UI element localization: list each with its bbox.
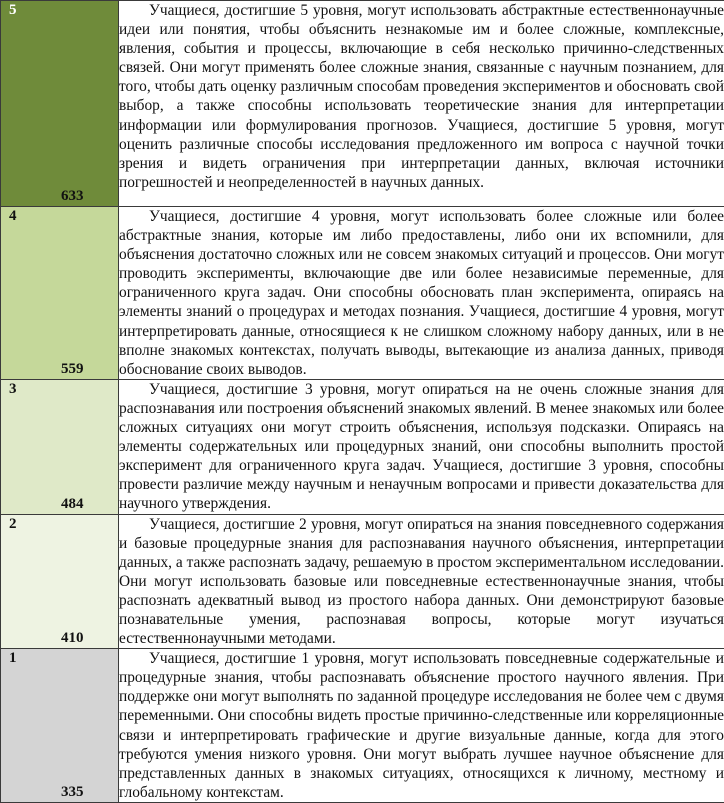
level-description: Учащиеся, достигшие 4 уровня, могут использовать более сложные или более абстрактные знания, которые им либо предоставлены, либо они их вспомнили, для объяснения достаточно сложных или не совсем знакомых ситуаций и процессов. Они могут проводить эксперименты, включающие две или более независимые переменные, для ограниченного круга задач. Они способны обосновать план эксперимента, опираясь на элементы знаний о процедурах и методах познания. Учащиеся, достигшие 4 уровня, могут интерпретировать данные, относящиеся к не слишком сложному набору данных, или в не вполне знакомых контекстах, получать выводы, вытекающие из анализа данных, приводя обоснование своих выводов. (119, 207, 724, 379)
level-description-cell (119, 649, 724, 803)
level-cell (1, 379, 119, 514)
level-description: Учащиеся, достигшие 2 уровня, могут опираться на знания повседневного содержания и базовые процедурные знания для распознавания научного объяснения, интерпретации данных, а также распознать задачу, решаемую в простом экспериментальном исследовании. Они могут использовать базовые или повседневные естественнонаучные знания, чтобы распознать адекватный вывод из простого набора данных. Они демонстрируют базовые познавательные умения, распознавая вопросы, которые могут изучаться естественнонаучными методами. (119, 515, 724, 649)
table-row (1, 514, 724, 649)
level-number: 5 (9, 2, 17, 19)
level-cell (1, 207, 119, 380)
level-description-cell (119, 514, 724, 649)
level-cell (1, 514, 119, 649)
level-description-cell (119, 379, 724, 514)
level-cell (1, 1, 119, 207)
level-description-cell (119, 1, 724, 207)
table-row (1, 207, 724, 380)
level-number: 4 (9, 208, 17, 225)
level-score: 484 (61, 496, 84, 513)
level-cell (1, 649, 119, 803)
table-row (1, 649, 724, 803)
level-description: Учащиеся, достигшие 3 уровня, могут опираться на не очень сложные знания для распознавания или построения объяснений знакомых явлений. В менее знакомых или более сложных ситуациях они могут строить объяснения, используя подсказки. Опираясь на элементы содержательных или процедурных знаний, они способны выполнить простой эксперимент для ограниченного круга задач. Учащиеся, достигшие 3 уровня, способны провести различие между научным и ненаучным вопросами и привести доказательства для научного утверждения. (119, 380, 724, 514)
level-number: 1 (9, 650, 17, 667)
level-score: 633 (61, 188, 84, 205)
level-number: 2 (9, 516, 17, 533)
level-score: 410 (61, 630, 84, 647)
table-row (1, 1, 724, 207)
level-score: 335 (61, 784, 84, 801)
table-row (1, 379, 724, 514)
level-description: Учащиеся, достигшие 1 уровня, могут использовать повседневные содержательные и процедурные знания, чтобы распознавать объяснение простого научного явления. При поддержке они могут выполнять по заданной процедуре исследования не более чем с двумя переменными. Они способны видеть простые причинно-следственные или корреляционные связи и интерпретировать графические и другие визуальные данные, когда для этого требуются умения низкого уровня. Они могут выбрать лучшее научное объяснение для представленных данных в знакомых ситуациях, относящихся к личному, местному и глобальному контекстам. (119, 649, 724, 802)
level-description: Учащиеся, достигшие 5 уровня, могут использовать абстрактные естественнонаучные идеи или понятия, чтобы объяснить незнакомые им и более сложные, комплексные, явления, события и процессы, включающие в себя несколько причинно-следственных связей. Они могут применять более сложные знания, связанные с научным познанием, для того, чтобы дать оценку различным способам проведения экспериментов и обосновать свой выбор, а также способны использовать теоретические знания для интерпретации информации или формулирования прогнозов. Учащиеся, достигшие 5 уровня, могут оценить различные способы исследования предложенного им вопроса с научной точки зрения и видеть ограничения при интерпретации данных, включая источники погрешностей и неопределенностей в научных данных. (119, 1, 724, 192)
level-score: 559 (61, 361, 84, 378)
level-description-cell (119, 207, 724, 380)
level-number: 3 (9, 381, 17, 398)
